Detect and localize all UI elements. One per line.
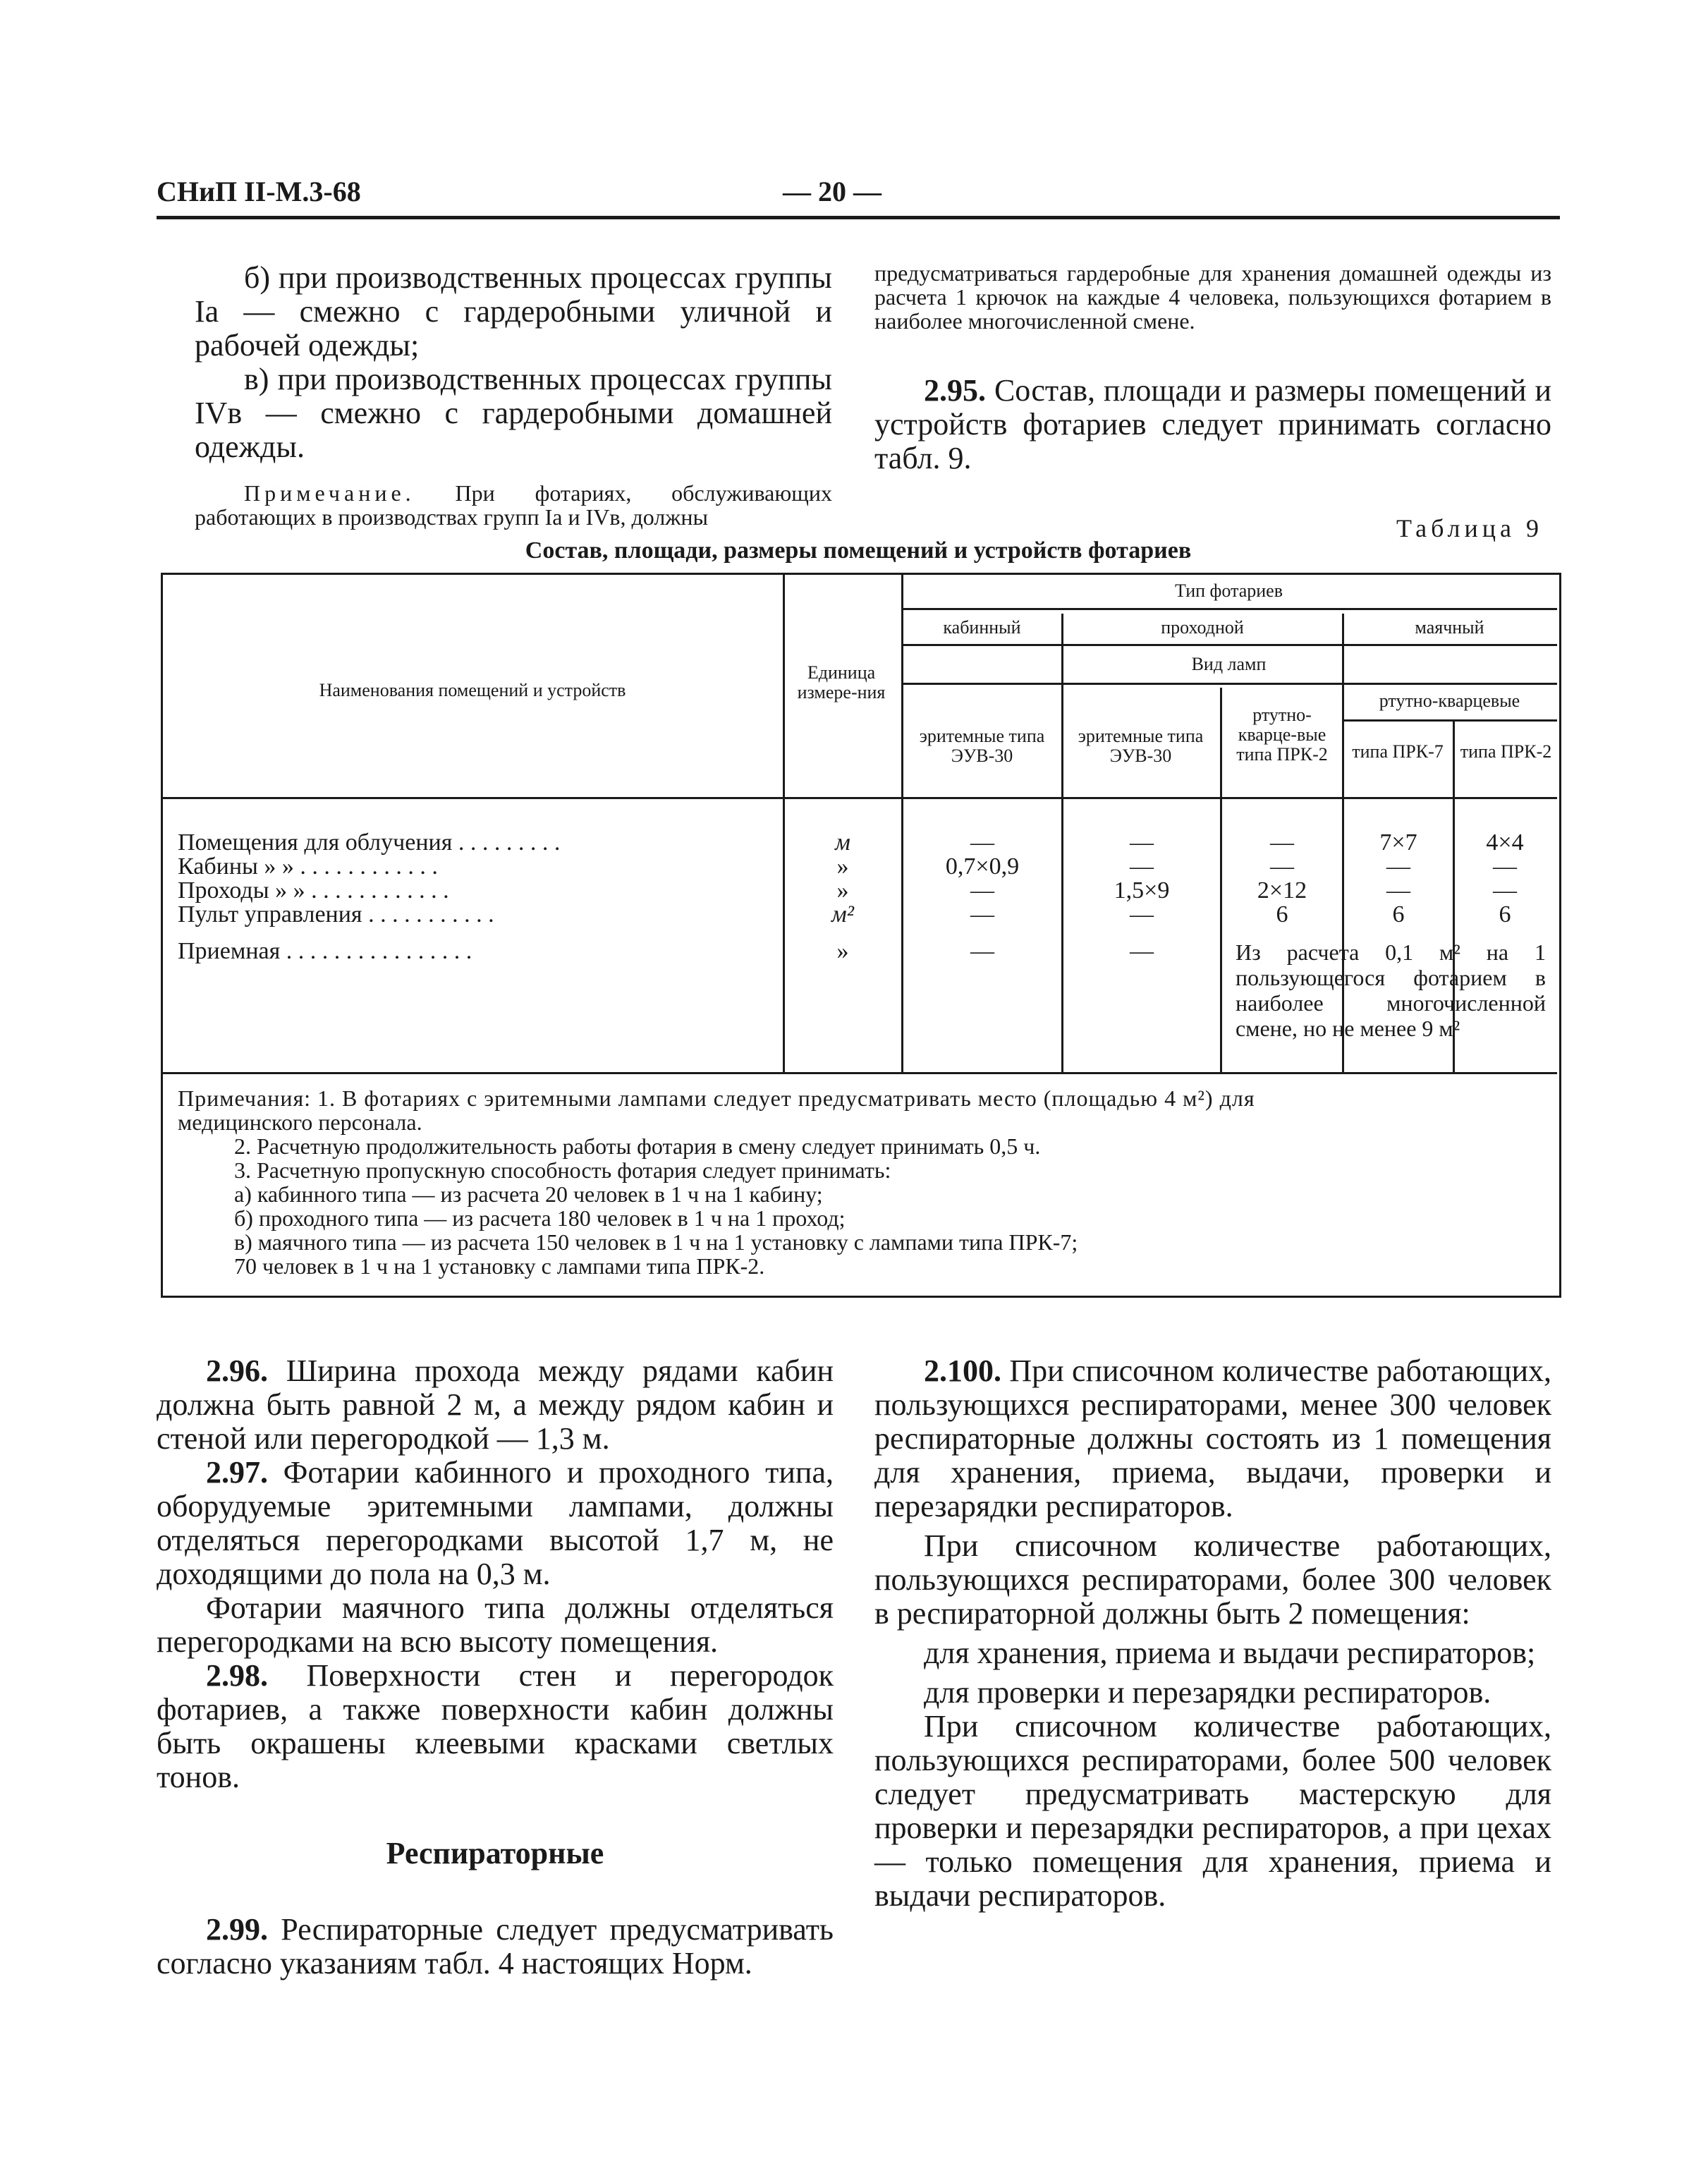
row-label: Проходы » » . . . . . . . . . . . . <box>178 877 449 903</box>
table-note-line: 70 человек в 1 ч на 1 установку с лампами типа ПРК-2. <box>234 1253 765 1279</box>
note-continuation: предусматриваться гардеробные для хранения домашней одежды из расчета 1 крючок на каждые 4 человека, пользующихся фотарием в наиболее многочисленной смене. <box>874 260 1551 334</box>
table-note-line: б) проходного типа — из расчета 180 человек в 1 ч на 1 проход; <box>234 1205 846 1231</box>
header-type-group: Тип фотариев <box>1174 580 1283 601</box>
table-cell: — <box>1270 829 1294 856</box>
section-heading: Респираторные <box>386 1836 604 1870</box>
paragraph-2-99 <box>157 1913 834 1981</box>
table-cell: 6 <box>1392 901 1405 927</box>
unit-cell: м <box>835 829 850 856</box>
table-note-line: в) маячного типа — из расчета 150 человек в 1 ч на 1 установку с лампами типа ПРК-7; <box>234 1229 1078 1255</box>
table-note-line: Примечания: 1. В фотариях с эритемными лампами следует предусматривать место (площадью 4 м²) для <box>178 1085 1255 1111</box>
table-cell: 6 <box>1499 901 1511 927</box>
table-rule <box>901 575 903 1072</box>
paragraph-number: 2.100. <box>924 1353 1001 1388</box>
paragraph-number: 2.97. <box>206 1455 268 1490</box>
table-cell: — <box>1270 853 1294 880</box>
header-quartz-prk7: типа ПРК-7 <box>1352 741 1444 762</box>
note-label: Примечание. <box>244 480 415 506</box>
table-cell: 6 <box>1276 901 1288 927</box>
header-rule <box>157 216 1560 219</box>
paragraph-text: Ширина прохода между рядами кабин должна быть равной 2 м, а между рядом кабин и стеной или перегородкой — 1,3 м. <box>157 1353 834 1456</box>
table-number: Таблица 9 <box>1396 514 1543 542</box>
paragraph-text: При списочном количестве работающих, пользующихся респираторами, менее 300 человек респираторные должны состоять из 1 помещения для хранения, приема, выдачи, проверки и перезарядки респираторов. <box>874 1353 1551 1523</box>
table-note-line: медицинского персонала. <box>178 1109 422 1135</box>
reception-merged-cell: Из расчета 0,1 м² на 1 пользующегося фотарием в наиболее многочисленной смене, но не менее 9 м² <box>1236 939 1546 1041</box>
paragraph: При списочном количестве работающих, пользующихся респираторами, более 500 человек следует предусматривать мастерскую для проверки и перезарядки респираторов, а при цехах — только помещения для хранения, приема и выдачи респираторов. <box>874 1709 1551 1913</box>
bottom-left-column <box>157 1354 834 1981</box>
table-cell: 4×4 <box>1486 829 1524 856</box>
bottom-right-column <box>874 1354 1551 1913</box>
top-left-column <box>195 261 832 529</box>
running-header-code: СНиП II-М.3-68 <box>157 176 361 207</box>
paragraph-text: Состав, площади и размеры помещений и устройств фотариев следует принимать согласно табл. 9. <box>874 373 1551 475</box>
paragraph-number: 2.98. <box>206 1658 268 1693</box>
table-rule <box>783 575 785 1072</box>
header-unit-column: Единица измере-ния <box>797 662 886 702</box>
paragraph: для проверки и перезарядки респираторов. <box>924 1675 1492 1710</box>
row-label-text: Приемная <box>178 938 281 964</box>
unit-cell: » <box>836 853 849 880</box>
table-rule <box>161 797 1557 799</box>
header-quartz-prk2: типа ПРК-2 <box>1460 741 1552 762</box>
paragraph-b: б) при производственных процессах группы Iа — смежно с гардеробными уличной и рабочей одежды; <box>195 260 832 363</box>
row-label-text: Кабины » » <box>178 853 294 880</box>
paragraph-text: Поверхности стен и перегородок фотариев, а также поверхности кабин должны быть окрашены клеевыми красками светлых тонов. <box>157 1658 834 1794</box>
paragraph-2-98 <box>157 1659 834 1794</box>
table-cell: — <box>1130 853 1154 880</box>
row-label-text: Помещения для облучения <box>178 829 453 856</box>
table-rule <box>901 608 1557 610</box>
table-rule <box>901 644 1557 646</box>
paragraph-number: 2.95. <box>924 373 986 408</box>
top-right-column <box>874 261 1551 475</box>
table-rule <box>901 683 1557 685</box>
row-label: Пульт управления . . . . . . . . . . . <box>178 901 494 927</box>
table-note-line: 2. Расчетную продолжительность работы фотария в смену следует принимать 0,5 ч. <box>234 1133 1041 1159</box>
unit-cell: » <box>836 877 849 903</box>
paragraph-number: 2.99. <box>206 1912 268 1947</box>
table-cell: — <box>1130 901 1154 927</box>
table-cell: — <box>970 829 994 856</box>
table-rule <box>1342 719 1557 722</box>
table-cell: — <box>1386 853 1410 880</box>
row-label: Приемная . . . . . . . . . . . . . . . . <box>178 938 472 964</box>
note-text: При фотариях, обслуживающих работающих в производствах групп Iа и IVв, должны <box>195 480 832 530</box>
table-cell: — <box>970 877 994 903</box>
paragraph-text: Респираторные следует предусматривать согласно указаниям табл. 4 настоящих Норм. <box>157 1912 834 1981</box>
table-rule <box>161 1072 1557 1074</box>
table-cell: 7×7 <box>1379 829 1417 856</box>
paragraph-v: в) при производственных процессах группы IVв — смежно с гардеробными домашней одежды. <box>195 362 832 464</box>
paragraph-2-97 <box>157 1456 834 1591</box>
paragraph-2-97-b: Фотарии маячного типа должны отделяться перегородками на всю высоту помещения. <box>157 1590 834 1659</box>
header-lamp-group: Вид ламп <box>1191 654 1267 674</box>
paragraph-2-95 <box>874 374 1551 475</box>
paragraph-2-96 <box>157 1354 834 1456</box>
table-cell: — <box>970 901 994 927</box>
header-type-beacon: маячный <box>1415 617 1484 638</box>
table-title: Состав, площади, размеры помещений и устройств фотариев <box>525 537 1192 564</box>
table-cell: — <box>1493 853 1517 880</box>
row-label: Помещения для облучения . . . . . . . . . <box>178 829 561 856</box>
table-cell: 1,5×9 <box>1114 877 1170 903</box>
paragraph: При списочном количестве работающих, пользующихся респираторами, более 300 человек в респираторной должны быть 2 помещения: <box>874 1528 1551 1631</box>
header-lamp-cabin: эритемные типа ЭУВ-30 <box>919 726 1045 766</box>
paragraph-2-100 <box>874 1354 1551 1523</box>
row-label-text: Пульт управления <box>178 901 362 927</box>
table-cell: — <box>970 938 994 964</box>
table-note-line: а) кабинного типа — из расчета 20 человек в 1 ч на 1 кабину; <box>234 1181 823 1207</box>
note-paragraph <box>195 481 832 529</box>
table-cell: 0,7×0,9 <box>945 853 1020 880</box>
paragraph-text: Фотарии кабинного и проходного типа, оборудуемые эритемными лампами, должны отделяться перегородками высотой 1,7 м, не доходящими до пола на 0,3 м. <box>157 1455 834 1591</box>
paragraph: для хранения, приема и выдачи респираторов; <box>924 1636 1536 1670</box>
table-cell: 2×12 <box>1257 877 1307 903</box>
table-cell: — <box>1130 829 1154 856</box>
header-type-passage: проходной <box>1161 617 1244 638</box>
header-lamp-passage-quartz: ртутно-кварце-вые типа ПРК-2 <box>1236 705 1328 765</box>
table-cell: — <box>1130 938 1154 964</box>
table-cell: — <box>1493 877 1517 903</box>
header-type-cabin: кабинный <box>943 617 1021 638</box>
unit-cell: » <box>836 938 849 964</box>
table-cell: — <box>1386 877 1410 903</box>
header-lamp-passage-erythema: эритемные типа ЭУВ-30 <box>1078 726 1204 766</box>
table-note-line: 3. Расчетную пропускную способность фотария следует принимать: <box>234 1157 891 1183</box>
header-name-column: Наименования помещений и устройств <box>319 680 626 700</box>
header-quartz-group: ртутно-кварцевые <box>1379 690 1520 711</box>
unit-cell: м² <box>831 901 854 927</box>
page-number: — 20 — <box>783 176 882 207</box>
row-label-text: Проходы » » <box>178 877 305 903</box>
paragraph-number: 2.96. <box>206 1353 268 1388</box>
row-label: Кабины » » . . . . . . . . . . . . <box>178 853 438 880</box>
